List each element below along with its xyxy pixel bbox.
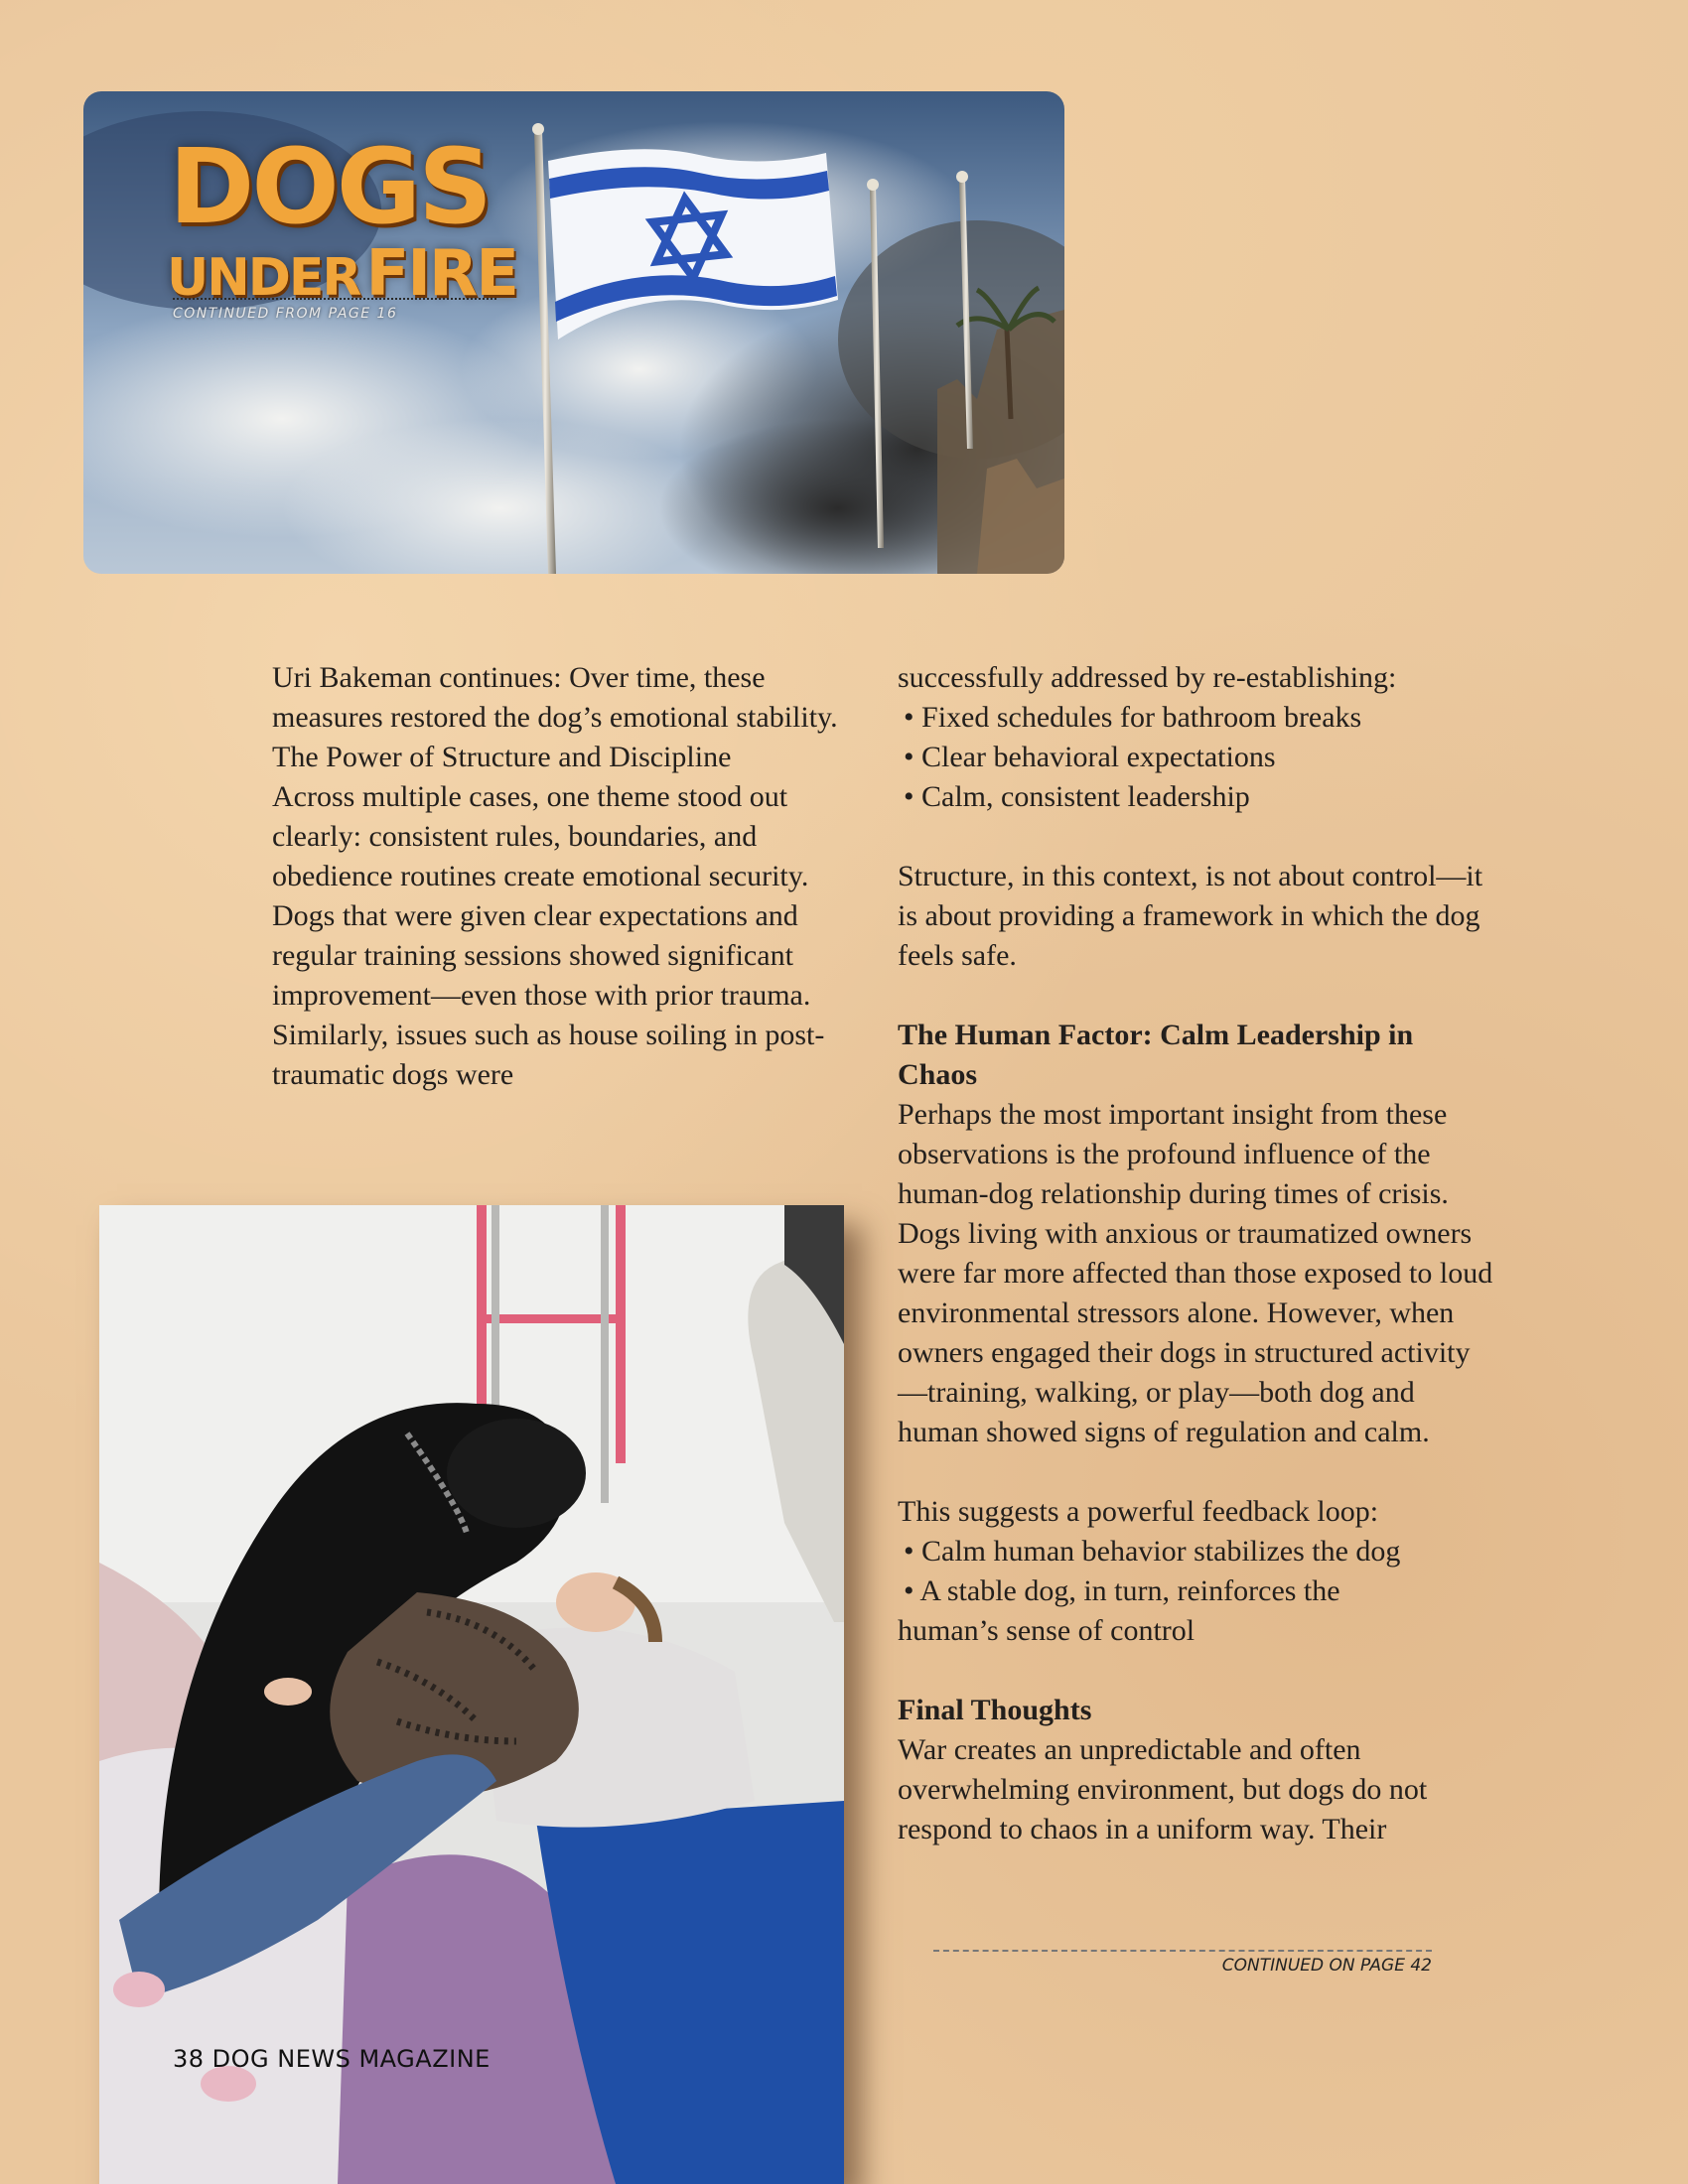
title-under-word: UNDER — [167, 248, 360, 308]
title-dogs: DOGS — [169, 126, 491, 247]
paragraph: Perhaps the most important insight from these observations is the profound influence of the human-dog relationship during times of crisis. — [898, 1098, 1449, 1210]
continued-divider — [933, 1950, 1432, 1952]
paragraph: Across multiple cases, one theme stood out clearly: consistent rules, boundaries, and obedience routines create emotional security. — [272, 780, 809, 892]
continued-from-label: CONTINUED FROM PAGE 16 — [173, 306, 398, 322]
paragraph: Dogs living with anxious or traumatized owners were far more affected than those exposed to loud environmental stressors alone. However, when owners engaged their dogs in structured activity—training, walking, or play—both dog and human showed signs of regulation and calm. — [898, 1217, 1493, 1448]
heading-human-factor: The Human Factor: Calm Leadership in Chaos — [898, 1019, 1414, 1091]
left-column — [272, 658, 858, 1095]
continued-on-label: CONTINUED ON PAGE 42 — [1221, 1956, 1432, 1976]
paragraph: War creates an unpredictable and often overwhelming environment, but dogs do not respond to chaos in a uniform way. Their — [898, 1733, 1428, 1845]
photo-illustration — [99, 1205, 844, 2184]
list-item: • Fixed schedules for bathroom breaks — [898, 698, 1493, 738]
right-column — [898, 658, 1493, 1849]
paragraph: Dogs that were given clear expectations and regular training sessions showed significant improvement—even those with prior trauma. Similarly, issues such as house soiling in post-traumatic dogs were — [272, 899, 825, 1091]
list-item: • A stable dog, in turn, reinforces the — [898, 1571, 1493, 1611]
dog-and-child-photo — [99, 1205, 844, 2184]
list-item: • Calm human behavior stabilizes the dog — [898, 1532, 1493, 1571]
paragraph: successfully addressed by re-establishing: — [898, 661, 1397, 694]
title-divider — [173, 298, 496, 300]
list-item: • Calm, consistent leadership — [898, 777, 1493, 817]
list-item: • Clear behavioral expectations — [898, 738, 1493, 777]
paragraph: Uri Bakeman continues: Over time, these measures restored the dog’s emotional stability. — [272, 661, 838, 734]
title-under-fire — [167, 237, 518, 311]
paragraph: This suggests a powerful feedback loop: — [898, 1495, 1379, 1528]
feedback-list — [898, 1532, 1493, 1611]
page-number-label: 38 DOG NEWS MAGAZINE — [173, 2045, 491, 2073]
structure-list — [898, 698, 1493, 817]
paragraph: human’s sense of control — [898, 1614, 1196, 1647]
heading-final-thoughts: Final Thoughts — [898, 1694, 1092, 1726]
subheading-structure: The Power of Structure and Discipline — [272, 741, 732, 773]
header-banner — [83, 91, 1064, 574]
paragraph: Structure, in this context, is not about control—it is about providing a framework in which the dog feels safe. — [898, 860, 1483, 972]
title-fire-word: FIRE — [365, 237, 518, 311]
